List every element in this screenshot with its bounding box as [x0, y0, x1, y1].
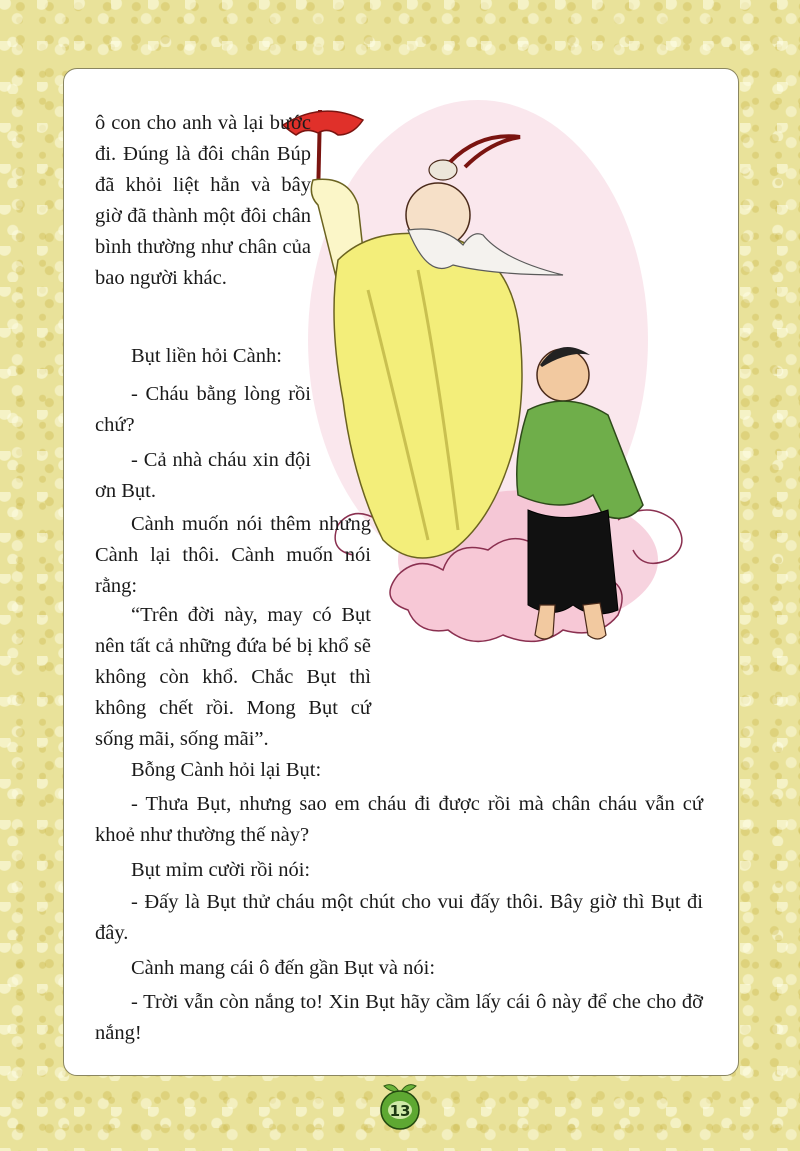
paragraph-10: - Đấy là Bụt thử cháu một chút cho vui đấy thôi. Bây giờ thì Bụt đi đây. — [95, 891, 703, 944]
paragraph-4: - Cả nhà cháu xin đội ơn Bụt. — [95, 449, 311, 502]
paragraph-3: - Cháu bằng lòng rồi chứ? — [95, 383, 311, 436]
paragraph-1: ô con cho anh và lại bước đi. Đúng là đôi chân Búp đã khỏi liệt hẳn và bây giờ đã thành một đôi chân bình thường như chân của bao người khác. — [95, 112, 311, 289]
paragraph-12: - Trời vẫn còn nắng to! Xin Bụt hãy cầm lấy cái ô này để che cho đỡ nắng! — [95, 991, 703, 1044]
paragraph-2: Bụt liền hỏi Cành: — [131, 345, 282, 367]
page-number: 13 — [389, 1102, 411, 1120]
paragraph-6: “Trên đời này, may có Bụt nên tất cả những đứa bé bị khổ sẽ không còn khổ. Chắc Bụt thì không chết rồi. Mong Bụt cứ sống mãi, sống mãi”. — [95, 604, 371, 750]
paragraph-5: Cành muốn nói thêm nhưng Cành lại thôi. Cành muốn nói rằng: — [95, 513, 371, 597]
paragraph-9: Bụt mỉm cười rồi nói: — [131, 859, 311, 881]
paragraph-7: Bỗng Cành hỏi lại Bụt: — [131, 759, 322, 781]
paragraph-11: Cành mang cái ô đến gần Bụt và nói: — [131, 957, 436, 979]
paragraph-8: - Thưa Bụt, nhưng sao em cháu đi được rồi mà chân cháu vẫn cứ khoẻ như thường thế này? — [95, 793, 703, 846]
